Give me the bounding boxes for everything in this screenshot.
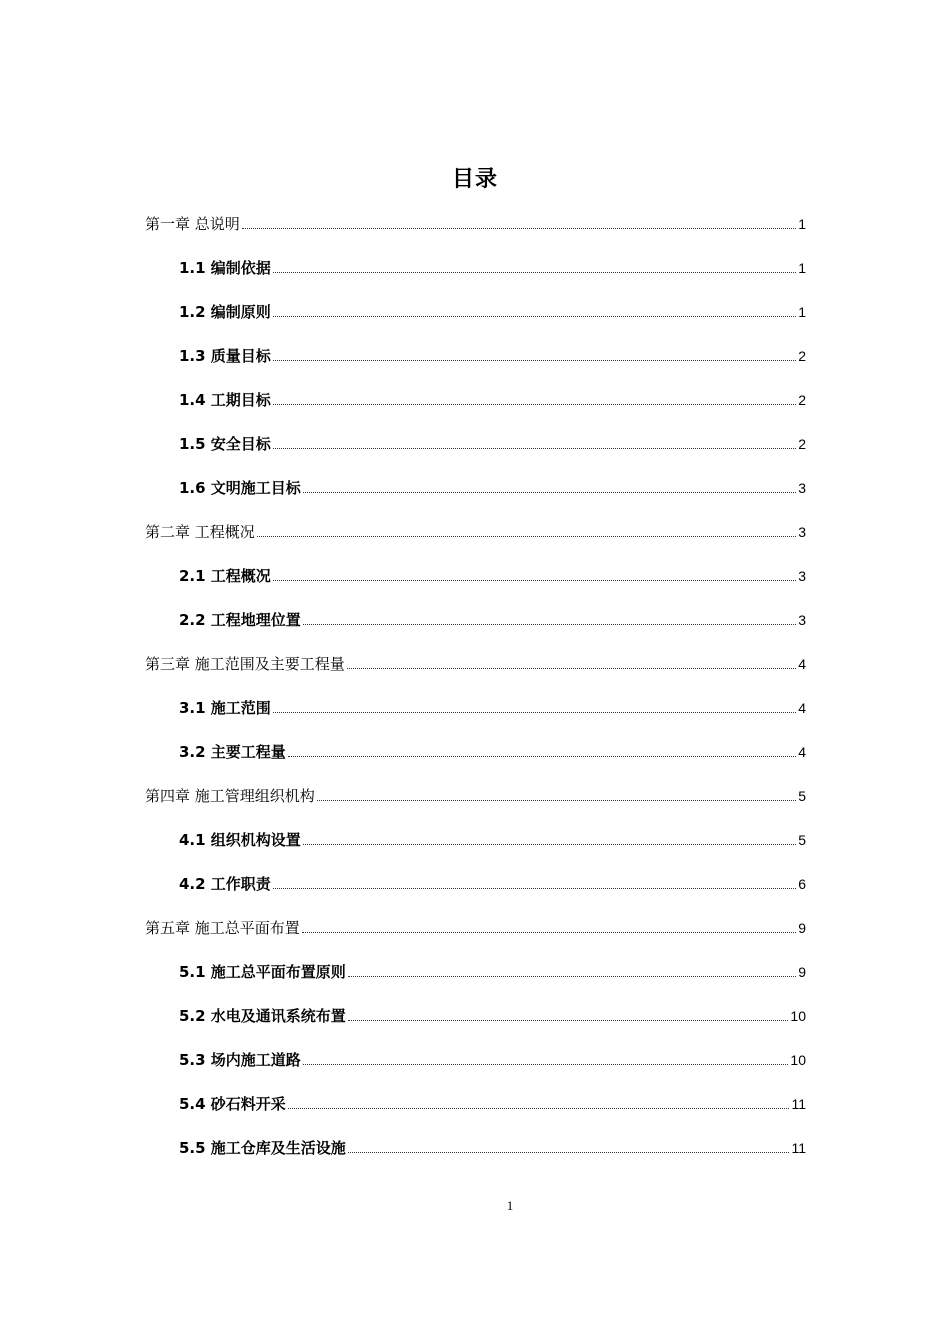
toc-entry-label: 第三章 施工范围及主要工程量	[145, 655, 345, 673]
footer-page-number: 1	[506, 1198, 514, 1213]
toc-entry-chapter-2[interactable]	[145, 514, 806, 542]
toc-entry-section-5-3[interactable]	[179, 1042, 806, 1070]
toc-dot-leader	[273, 579, 796, 581]
toc-entry-page: 5	[798, 832, 806, 848]
toc-dot-leader	[303, 843, 796, 845]
toc-entry-page: 10	[790, 1008, 806, 1024]
toc-dot-leader	[273, 271, 796, 273]
toc-entry-section-5-1[interactable]	[179, 954, 806, 982]
toc-entry-label: 4.1 组织机构设置	[179, 831, 301, 849]
toc-entry-chapter-5[interactable]	[145, 910, 806, 938]
toc-dot-leader	[347, 667, 796, 669]
toc-entry-section-3-1[interactable]	[179, 690, 806, 718]
toc-entry-section-4-1[interactable]	[179, 822, 806, 850]
toc-entry-label: 5.4 砂石料开采	[179, 1095, 286, 1113]
toc-entry-page: 1	[798, 260, 806, 276]
toc-entry-label: 5.1 施工总平面布置原则	[179, 963, 346, 981]
toc-dot-leader	[303, 491, 796, 493]
toc-entry-section-2-1[interactable]	[179, 558, 806, 586]
toc-entry-page: 10	[790, 1052, 806, 1068]
toc-entry-section-4-2[interactable]	[179, 866, 806, 894]
toc-dot-leader	[317, 799, 796, 801]
toc-dot-leader	[273, 359, 796, 361]
toc-entry-label: 5.2 水电及通讯系统布置	[179, 1007, 346, 1025]
toc-entry-page: 11	[791, 1096, 806, 1112]
toc-entry-page: 11	[791, 1140, 806, 1156]
toc-entry-section-1-1[interactable]	[179, 250, 806, 278]
toc-entry-page: 3	[798, 524, 806, 540]
toc-entry-label: 3.1 施工范围	[179, 699, 271, 717]
toc-entry-section-5-2[interactable]	[179, 998, 806, 1026]
toc-entry-section-3-2[interactable]	[179, 734, 806, 762]
toc-entry-section-5-5[interactable]	[179, 1130, 806, 1158]
toc-entry-section-1-5[interactable]	[179, 426, 806, 454]
toc-dot-leader	[273, 447, 796, 449]
toc-dot-leader	[348, 975, 796, 977]
toc-entry-page: 2	[798, 348, 806, 364]
toc-entry-label: 2.2 工程地理位置	[179, 611, 301, 629]
toc-entry-page: 9	[798, 964, 806, 980]
toc-entry-page: 1	[798, 304, 806, 320]
toc-entry-chapter-4[interactable]	[145, 778, 806, 806]
toc-dot-leader	[302, 931, 796, 933]
toc-entry-page: 2	[798, 392, 806, 408]
toc-entry-section-1-2[interactable]	[179, 294, 806, 322]
toc-entry-section-2-2[interactable]	[179, 602, 806, 630]
toc-dot-leader	[348, 1151, 790, 1153]
toc-entry-label: 1.1 编制依据	[179, 259, 271, 277]
toc-entry-chapter-3[interactable]	[145, 646, 806, 674]
toc-dot-leader	[288, 755, 796, 757]
toc-entry-label: 2.1 工程概况	[179, 567, 271, 585]
toc-dot-leader	[348, 1019, 789, 1021]
toc-dot-leader	[257, 535, 796, 537]
toc-entry-page: 6	[798, 876, 806, 892]
toc-dot-leader	[273, 887, 796, 889]
toc-entry-page: 9	[798, 920, 806, 936]
toc-entry-page: 3	[798, 612, 806, 628]
toc-entry-label: 第五章 施工总平面布置	[145, 919, 300, 937]
toc-entry-label: 1.3 质量目标	[179, 347, 271, 365]
toc-entry-section-1-6[interactable]	[179, 470, 806, 498]
toc-entry-label: 3.2 主要工程量	[179, 743, 286, 761]
toc-dot-leader	[303, 1063, 789, 1065]
toc-dot-leader	[303, 623, 796, 625]
toc-entry-chapter-1[interactable]	[145, 206, 806, 234]
toc-entry-page: 4	[798, 656, 806, 672]
toc-entry-label: 1.2 编制原则	[179, 303, 271, 321]
toc-entry-section-5-4[interactable]	[179, 1086, 806, 1114]
toc-entry-page: 2	[798, 436, 806, 452]
toc-entry-page: 1	[798, 216, 806, 232]
toc-entry-page: 3	[798, 568, 806, 584]
toc-entry-page: 5	[798, 788, 806, 804]
toc-entry-label: 5.5 施工仓库及生活设施	[179, 1139, 346, 1157]
toc-dot-leader	[273, 403, 796, 405]
toc-entry-label: 第二章 工程概况	[145, 523, 255, 541]
toc-entry-label: 1.6 文明施工目标	[179, 479, 301, 497]
toc-dot-leader	[273, 711, 796, 713]
toc-entry-label: 5.3 场内施工道路	[179, 1051, 301, 1069]
toc-dot-leader	[273, 315, 796, 317]
toc-entry-label: 第一章 总说明	[145, 215, 240, 233]
toc-entry-page: 4	[798, 744, 806, 760]
page-title: 目录	[451, 167, 498, 192]
toc-entry-label: 4.2 工作职责	[179, 875, 271, 893]
toc-entry-section-1-4[interactable]	[179, 382, 806, 410]
toc-entry-label: 第四章 施工管理组织机构	[145, 787, 315, 805]
toc-dot-leader	[242, 227, 796, 229]
toc-entry-label: 1.5 安全目标	[179, 435, 271, 453]
toc-entry-label: 1.4 工期目标	[179, 391, 271, 409]
toc-dot-leader	[288, 1107, 790, 1109]
toc-entry-section-1-3[interactable]	[179, 338, 806, 366]
toc-entry-page: 3	[798, 480, 806, 496]
toc-entry-page: 4	[798, 700, 806, 716]
